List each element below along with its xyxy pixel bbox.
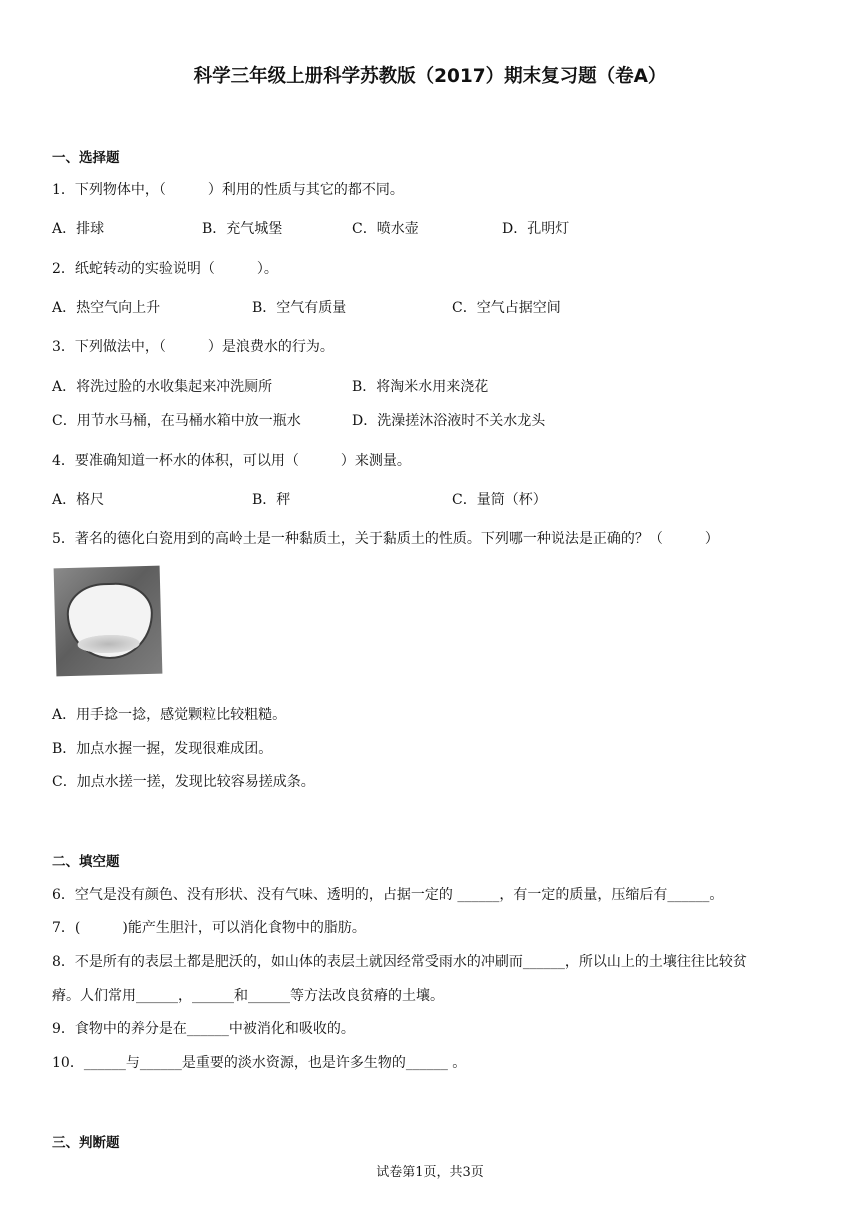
question-9: 9．食物中的养分是在______中被消化和吸收的。 [52, 1021, 355, 1037]
bowl-pattern [77, 634, 139, 654]
question-10: 10．______与______是重要的淡水资源，也是许多生物的______ 。 [52, 1055, 467, 1071]
q2-option-c: C．空气占据空间 [452, 300, 561, 316]
q1-option-b: B．充气城堡 [202, 221, 283, 237]
question-1-stem: 1．下列物体中，（ ）利用的性质与其它的都不同。 [52, 182, 404, 198]
page-title: 科学三年级上册科学苏教版（2017）期末复习题（卷A） [193, 66, 667, 87]
question-8-line-1: 8．不是所有的表层土都是肥沃的，如山体的表层土就因经常受雨水的冲刷而______，所以山上的土壤往往比较贫 [52, 954, 747, 970]
q5-option-b: B．加点水握一握，发现很难成团。 [52, 741, 273, 757]
question-3-stem: 3．下列做法中，（ ）是浪费水的行为。 [52, 339, 334, 355]
question-2-stem: 2．纸蛇转动的实验说明（ ）。 [52, 261, 278, 277]
section-heading-choice: 一、选择题 [52, 150, 120, 166]
porcelain-bowl-photo [54, 566, 163, 677]
q2-option-a: A．热空气向上升 [52, 300, 161, 316]
q4-option-c: C．量筒（杯） [452, 492, 547, 508]
q4-option-b: B．秤 [252, 492, 291, 508]
q3-option-d: D．洗澡搓沐浴液时不关水龙头 [352, 413, 546, 429]
q2-option-b: B．空气有质量 [252, 300, 347, 316]
q3-option-b: B．将淘米水用来浇花 [352, 379, 489, 395]
page-footer: 试卷第1页，共3页 [376, 1165, 484, 1180]
question-6: 6．空气是没有颜色、没有形状、没有气味、透明的，占据一定的 ______，有一定的质量，压缩后有______。 [52, 887, 724, 903]
q1-option-d: D．孔明灯 [502, 221, 570, 237]
section-heading-judge: 三、判断题 [52, 1135, 120, 1151]
question-4-stem: 4．要准确知道一杯水的体积，可以用（ ）来测量。 [52, 453, 411, 469]
question-7: 7．( )能产生胆汁，可以消化食物中的脂肪。 [52, 920, 366, 936]
q5-option-a: A．用手捻一捻，感觉颗粒比较粗糙。 [52, 707, 287, 723]
section-heading-fill: 二、填空题 [52, 854, 120, 870]
q3-option-a: A．将洗过脸的水收集起来冲洗厕所 [52, 379, 273, 395]
question-8-line-2: 瘠。人们常用______，______和______等方法改良贫瘠的土壤。 [52, 988, 444, 1004]
q4-option-a: A．格尺 [52, 492, 105, 508]
q1-option-c: C．喷水壶 [352, 221, 419, 237]
q3-option-c: C．用节水马桶，在马桶水箱中放一瓶水 [52, 413, 301, 429]
q5-option-c: C．加点水搓一搓，发现比较容易搓成条。 [52, 774, 315, 790]
q1-option-a: A．排球 [52, 221, 105, 237]
question-5-stem: 5．著名的德化白瓷用到的高岭土是一种黏质土，关于黏质土的性质。下列哪一种说法是正确的？（ ） [52, 531, 719, 547]
